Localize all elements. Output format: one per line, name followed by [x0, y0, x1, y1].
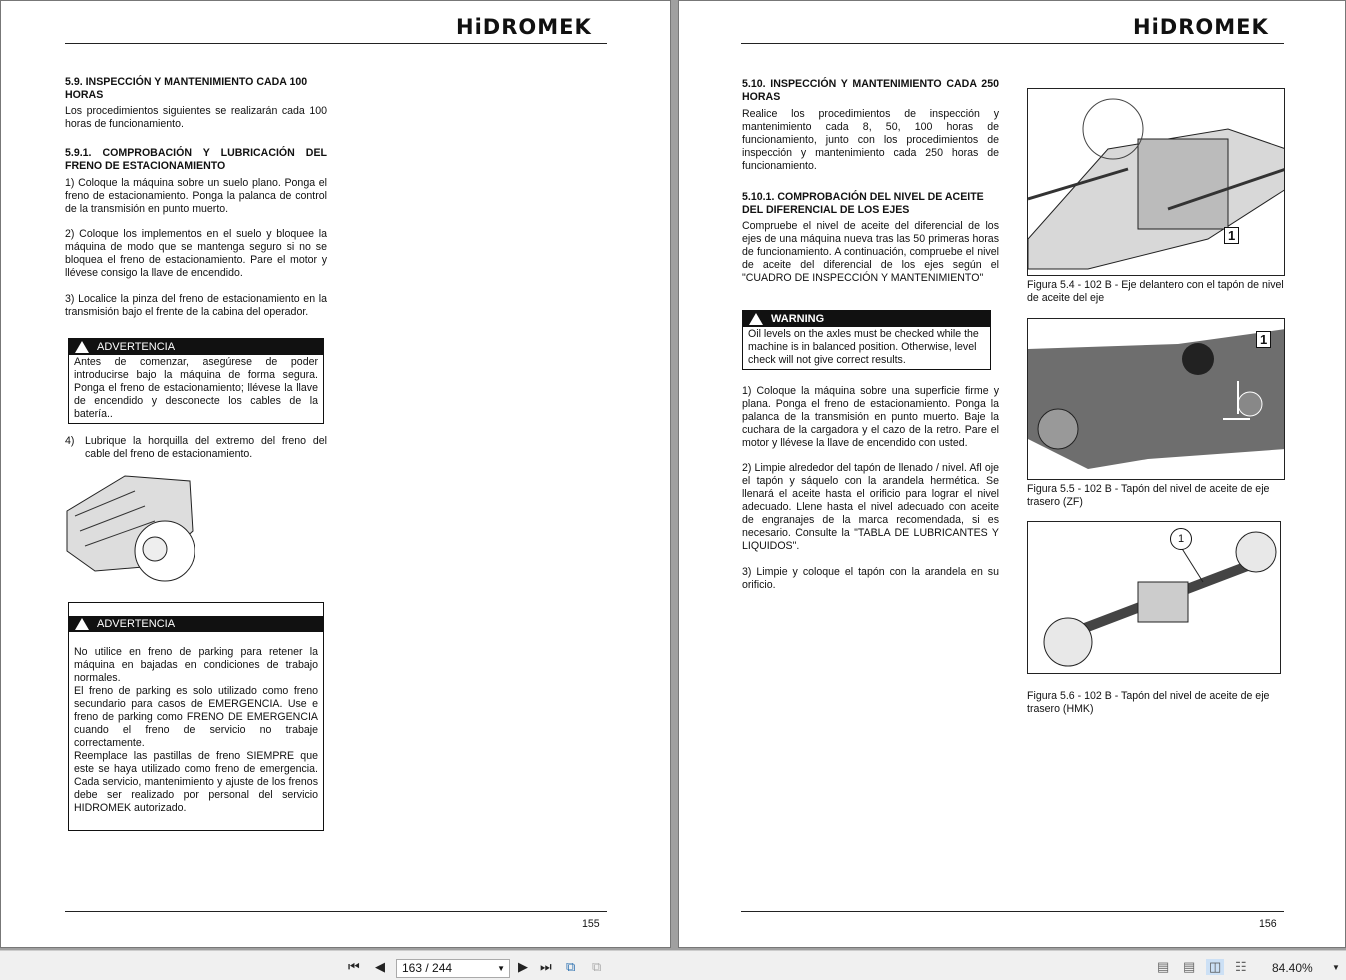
page-number: 155 — [582, 918, 600, 930]
page-155 — [0, 0, 671, 948]
zoom-level[interactable]: 84.40% — [1272, 961, 1313, 975]
section-5-10-1-text: Compruebe el nivel de aceite del diferencial de los ejes de una máquina nueva tras las 50 primeras horas de funcionamiento. A continuación, compruebe el nivel de aceite del diferencial de los ejes según el "CUADRO DE INSPECCIÓN Y MANTENIMIENTO" — [742, 220, 999, 284]
step-4-number: 4) — [65, 435, 75, 447]
next-page-icon[interactable]: ▶ — [518, 959, 528, 974]
warning-icon — [75, 618, 89, 630]
header-rule — [65, 43, 607, 44]
section-5-10-text: Realice los procedimientos de inspección y mantenimiento cada 8, 50, 100 horas de funcionamiento, junto con los procedimientos de inspección y mantenimiento cada 250 horas de funcionamiento. — [742, 108, 999, 172]
step-3: 3) Localice la pinza del freno de estacionamiento en la transmisión bajo el frente de la cabina del operador. — [65, 293, 327, 318]
previous-page-icon[interactable]: ◀ — [375, 959, 385, 974]
continuous-facing-icon[interactable]: ☷ — [1235, 959, 1247, 974]
single-page-icon[interactable]: ▤ — [1157, 959, 1170, 974]
page-number: 156 — [1259, 918, 1277, 930]
section-5-9-text: Los procedimientos siguientes se realizarán cada 100 horas de funcionamiento. — [65, 105, 327, 130]
page-156 — [678, 0, 1346, 948]
header-rule — [741, 43, 1284, 44]
footer-rule — [741, 911, 1284, 912]
step-3: 3) Limpie y coloque el tapón con la arandela en su orificio. — [742, 566, 999, 591]
navigation-toolbar — [0, 950, 1346, 980]
first-page-icon[interactable]: ⏮ — [348, 959, 360, 974]
step-1: 1) Coloque la máquina sobre un suelo plano. Ponga el freno de estacionamiento. Ponga la palanca de control de la transmisión en punto muerto. — [65, 177, 327, 215]
step-1: 1) Coloque la máquina sobre una superficie firme y plana. Ponga el freno de estacionamiento. Ponga la palanca de la transmisión en punto muerto. Baje la cuchara de la cargadora y el cazo de la retro. Pare el motor y llévese la llave de encendido con usted. — [742, 385, 999, 449]
step-2: 2) Coloque los implementos en el suelo y bloquee la máquina de modo que se mantenga seguro si no se bloquea el freno de estacionamiento. Pare el motor y llévese consigo la llave de encendido. — [65, 228, 327, 279]
section-5-10-1-title: 5.10.1. COMPROBACIÓN DEL NIVEL DE ACEITE DEL DIFERENCIAL DE LOS EJES — [742, 191, 984, 216]
page-number-input[interactable] — [396, 959, 510, 978]
warning-text: Oil levels on the axles must be checked while the machine is in balanced position. Otherwise, level check will not give correct results. — [748, 328, 979, 366]
facing-pages-icon[interactable]: ◫ — [1206, 959, 1224, 975]
chevron-down-icon[interactable]: ▼ — [497, 964, 505, 973]
warning-icon — [749, 313, 763, 325]
warning-text: No utilice en freno de parking para retener la máquina en bajadas en condiciones de trabajo normales. El freno de parking es solo utilizado como freno secundario para casos de EMERGENCIA. Use e freno de parking como FRENO DE EMERGENCIA cuando el freno de servicio no trabaje correctamente. Reemplace las pastillas de freno SIEMPRE que este se haya utilizado como freno de emergencia. Cada servicio, mantenimiento y ajuste de los frenos debe ser realizado por personal del servicio HIDROMEK autorizado. — [74, 646, 318, 814]
warning-title: ADVERTENCIA — [97, 340, 176, 353]
warning-box — [742, 310, 991, 370]
continuous-page-icon[interactable]: ▤ — [1183, 959, 1196, 974]
figure-5-4-caption: Figura 5.4 - 102 B - Eje delantero con el tapón de nivel de aceite del eje — [1027, 279, 1284, 304]
hidromek-logo: HiDROMEK — [456, 15, 592, 39]
section-5-10-title: 5.10. INSPECCIÓN Y MANTENIMIENTO CADA 250 HORAS — [742, 78, 999, 103]
figure-rear-axle-hmk — [1027, 521, 1281, 674]
footer-rule — [65, 911, 607, 912]
page-field-value: 163 / 244 — [402, 961, 453, 975]
figure-5-6-caption: Figura 5.6 - 102 B - Tapón del nivel de aceite de eje trasero (HMK) — [1027, 690, 1270, 715]
warning-box-2 — [68, 602, 324, 831]
warning-icon — [75, 341, 89, 353]
warning-text: Antes de comenzar, asegúrese de poder introducirse bajo la máquina de forma segura. Ponga el freno de estacionamiento; llévese la llave de encendido y desconecte los cables de la batería.. — [74, 356, 318, 420]
step-2: 2) Limpie alrededor del tapón de llenado / nivel. Afl oje el tapón y sáquelo con la arandela hermética. Se llenará el aceite hasta el orificio para lograr el nivel adecuado. Llene hasta el nivel adecuado con aceite de engranajes de la marca recomendada, si es necesario. Consulte la "TABLA DE LUBRICANTES Y LIQUIDOS". — [742, 462, 999, 552]
hidromek-logo: HiDROMEK — [1133, 15, 1269, 39]
parking-brake-illustration — [65, 471, 195, 583]
warning-box-1 — [68, 338, 324, 424]
previous-view-icon[interactable]: ⧉ — [566, 959, 576, 974]
zoom-dropdown-icon[interactable]: ▼ — [1332, 963, 1340, 972]
section-5-9-1-title: 5.9.1. COMPROBACIÓN Y LUBRICACIÓN DEL FRENO DE ESTACIONAMIENTO — [65, 147, 327, 172]
figure-5-5-caption: Figura 5.5 - 102 B - Tapón del nivel de aceite de eje trasero (ZF) — [1027, 483, 1270, 508]
section-5-9-title: 5.9. INSPECCIÓN Y MANTENIMIENTO CADA 100 HORAS — [65, 76, 308, 101]
callout-label: 1 — [1170, 528, 1192, 550]
next-view-icon[interactable]: ⧉ — [592, 959, 602, 974]
step-4: Lubrique la horquilla del extremo del freno del cable del freno de estacionamiento. — [85, 435, 327, 460]
figure-front-axle — [1027, 88, 1285, 276]
warning-title: ADVERTENCIA — [97, 617, 176, 630]
last-page-icon[interactable]: ⏭ — [540, 959, 552, 974]
callout-label: 1 — [1224, 227, 1239, 244]
callout-label: 1 — [1256, 331, 1271, 348]
warning-title: WARNING — [771, 312, 825, 325]
figure-rear-axle-zf — [1027, 318, 1285, 480]
